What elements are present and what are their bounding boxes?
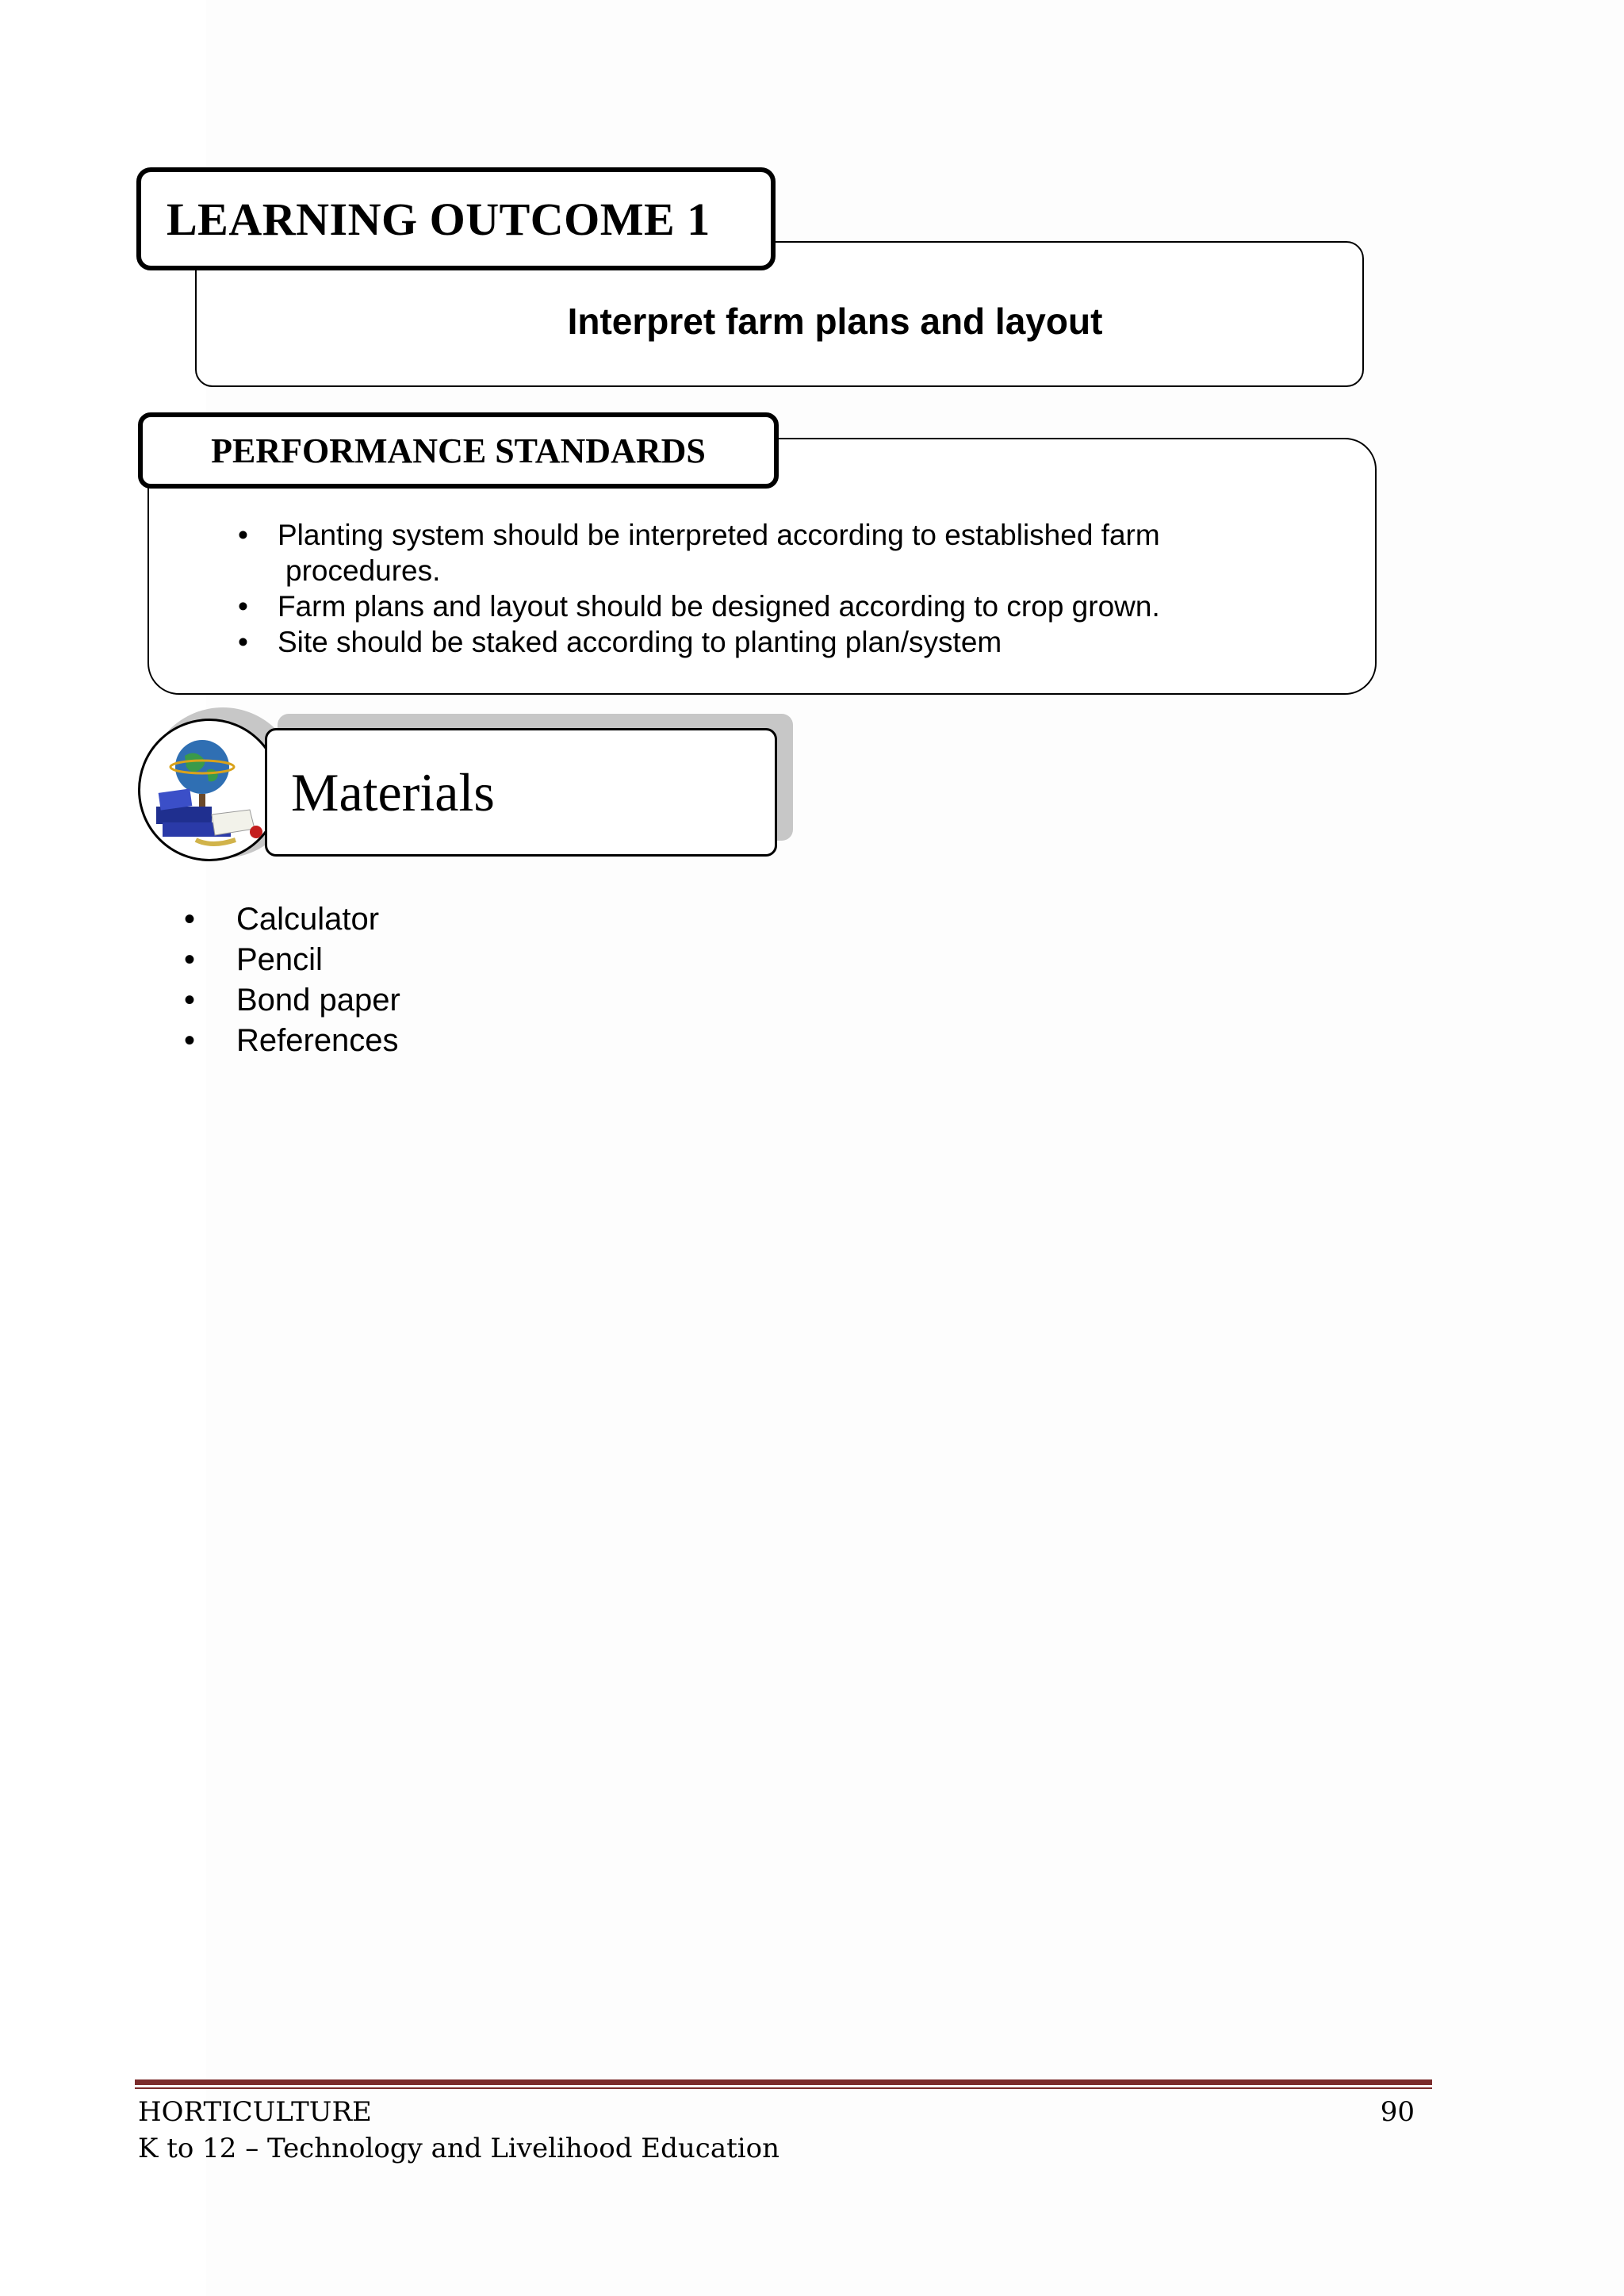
list-item-text: Farm plans and layout should be designed according to crop grown. — [278, 590, 1160, 623]
bullet-icon: • — [184, 1023, 196, 1058]
bullet-icon: • — [184, 983, 196, 1018]
materials-heading-box — [265, 728, 777, 857]
footer-rule — [135, 2079, 1432, 2085]
materials-title: Materials — [291, 761, 495, 822]
footer-subject: HORTICULTURE — [138, 2096, 372, 2128]
list-item-text: Calculator — [236, 902, 380, 937]
performance-standards-title: PERFORMANCE STANDARDS — [211, 431, 706, 470]
footer-course: K to 12 – Technology and Livelihood Education — [138, 2133, 779, 2164]
bullet-icon: • — [238, 519, 248, 551]
list-item — [238, 517, 1160, 588]
bullet-icon: • — [238, 626, 248, 658]
materials-list — [184, 899, 400, 1061]
learning-outcome-tab — [136, 167, 776, 270]
bullet-icon: • — [184, 942, 196, 977]
performance-standards-list — [238, 517, 1160, 660]
list-item — [184, 980, 400, 1021]
list-item-text-continued: procedures. — [285, 554, 441, 587]
list-item — [184, 940, 400, 980]
bullet-icon: • — [238, 590, 248, 623]
performance-standards-tab — [138, 412, 779, 489]
page-number: 90 — [1380, 2096, 1415, 2128]
list-item-text: References — [236, 1023, 399, 1058]
list-item — [184, 899, 400, 940]
list-item-text: Planting system should be interpreted according to established farm — [278, 519, 1160, 551]
learning-outcome-subtitle: Interpret farm plans and layout — [567, 301, 1103, 342]
learning-outcome-title: LEARNING OUTCOME 1 — [167, 193, 710, 245]
globe-and-books-icon — [138, 719, 281, 861]
footer-rule-thin — [135, 2087, 1432, 2089]
list-item-text: Site should be staked according to planting plan/system — [278, 626, 1002, 658]
list-item-text: Pencil — [236, 942, 323, 977]
bullet-icon: • — [184, 902, 196, 937]
list-item — [238, 624, 1160, 660]
footer-text — [138, 2094, 779, 2167]
list-item — [184, 1021, 400, 1061]
list-item — [238, 588, 1160, 624]
list-item-text: Bond paper — [236, 983, 400, 1018]
